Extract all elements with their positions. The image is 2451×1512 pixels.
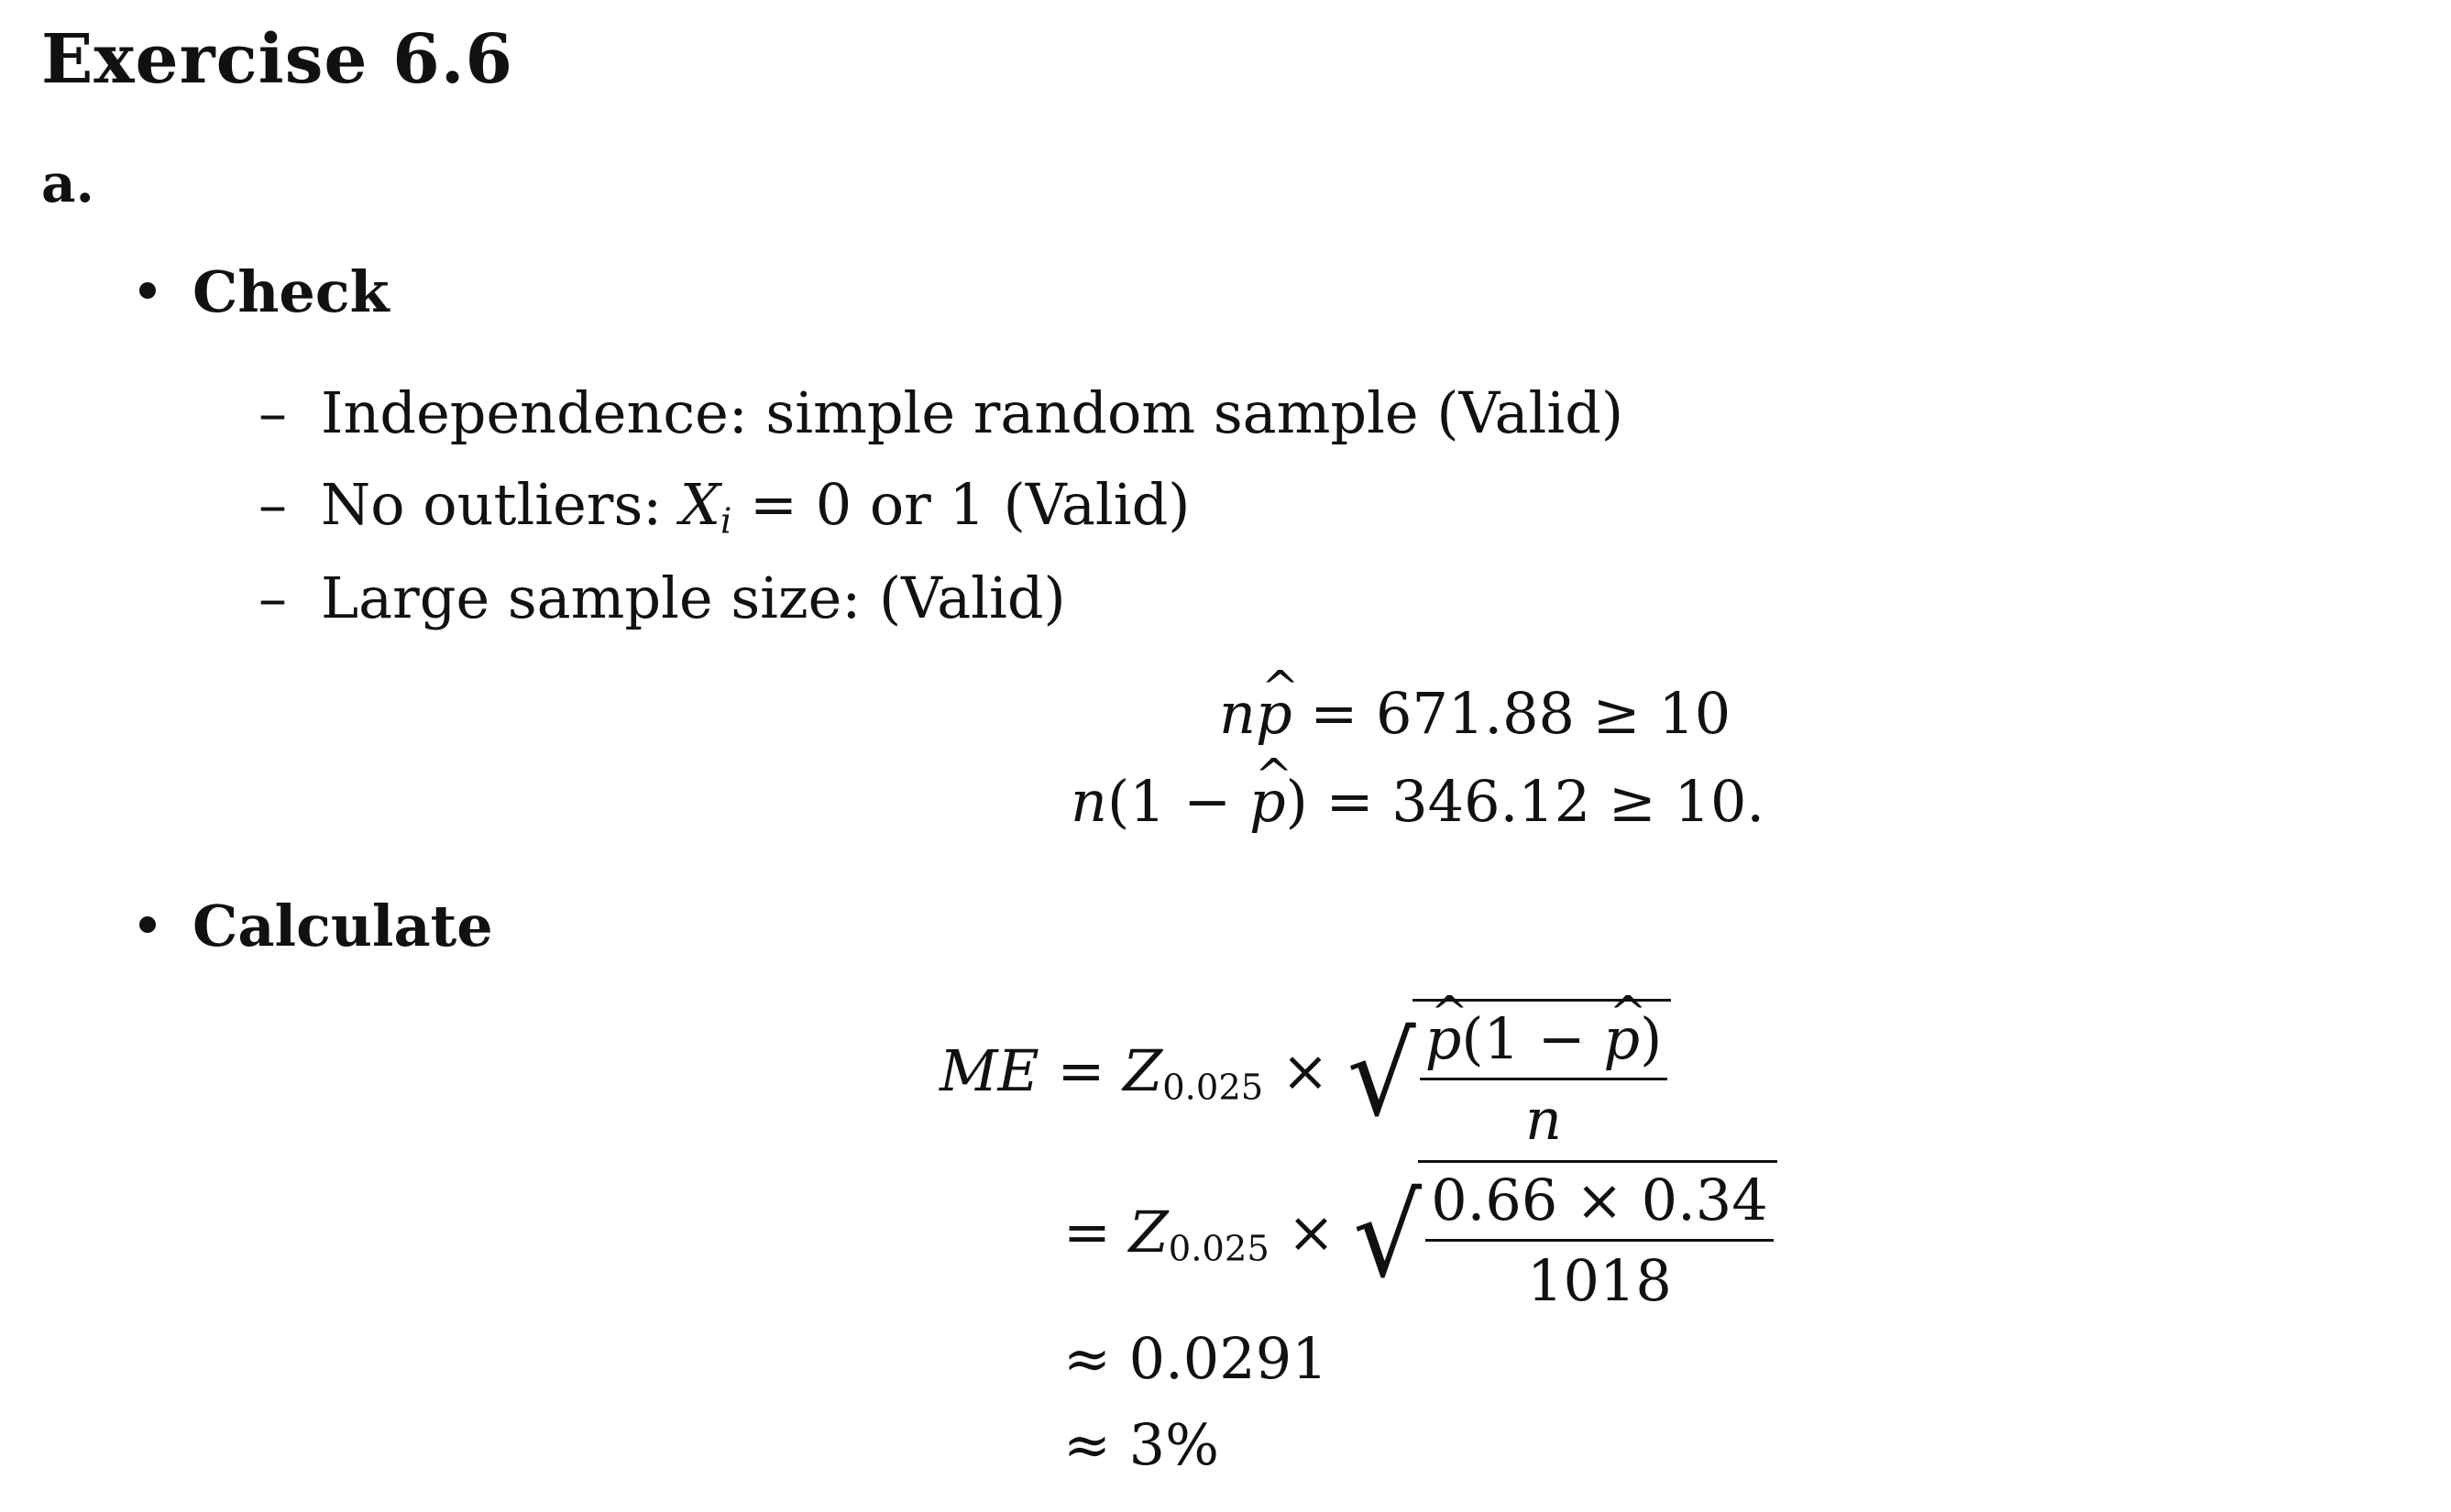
eq2-open: (1 − bbox=[1106, 768, 1232, 835]
check-bullet bbox=[192, 258, 390, 325]
check-item-outliers bbox=[258, 471, 1191, 542]
part-label: a. bbox=[41, 152, 94, 214]
sqrt-expression-1: √ ^ $\frac{p(1 - \^{} p)}{n}$ bbox=[1347, 999, 1672, 1153]
dash-icon: – bbox=[258, 564, 287, 631]
me-equation-line-1: ME = $Z_{0.025}$ × √ ^ $\frac{p(1 - \^{} p)}{n}$ bbox=[940, 999, 1671, 1153]
outliers-variable: X bbox=[679, 471, 721, 538]
sqrt-expression-2: √ $\frac{0.66 \times 0.34}{1018}$ bbox=[1353, 1160, 1777, 1314]
equation-np-hat-rhs: = 671.88 ≥ 10 bbox=[1310, 680, 1731, 747]
outliers-subscript: i bbox=[720, 500, 732, 542]
equation-n-one-minus-p-rhs: = 346.12 ≥ 10. bbox=[1325, 768, 1765, 835]
eq2-close: ) bbox=[1285, 768, 1308, 835]
approx-line-2: ≈ 3% bbox=[1063, 1411, 1220, 1478]
dash-icon: – bbox=[258, 379, 287, 446]
approx-line-1: ≈ 0.0291 bbox=[1063, 1325, 1328, 1392]
sqrt-icon: √ bbox=[1346, 1009, 1416, 1142]
dash-icon: – bbox=[258, 471, 287, 538]
equation-n-one-minus-p: n(1 − ^ p) = 346.12 ≥ 10. bbox=[1071, 768, 1764, 835]
large-sample-text: Large sample size: (Valid) bbox=[321, 564, 1066, 631]
me-equation-line-2: = $Z_{0.025}$ × √ $\frac{0.66 \times 0.34}{1018}$ bbox=[1063, 1160, 1777, 1314]
sqrt-icon: √ bbox=[1353, 1170, 1423, 1303]
calculate-heading: Calculate bbox=[192, 893, 493, 959]
equation-np-hat: n^ p = 671.88 ≥ 10 bbox=[1219, 680, 1731, 747]
outliers-rest: = 0 or 1 (Valid) bbox=[750, 471, 1191, 538]
me-label: ME bbox=[940, 1037, 1039, 1105]
check-heading: Check bbox=[192, 258, 390, 325]
outliers-prefix: No outliers: bbox=[321, 471, 663, 538]
exercise-title: Exercise 6.6 bbox=[41, 20, 514, 99]
independence-text: Independence: simple random sample (Valid) bbox=[321, 379, 1624, 446]
check-item-large-sample bbox=[258, 564, 1066, 631]
calculate-bullet bbox=[192, 893, 493, 959]
bullet-dot-icon bbox=[139, 282, 156, 299]
check-item-independence bbox=[258, 379, 1624, 446]
bullet-dot-icon bbox=[139, 916, 156, 933]
